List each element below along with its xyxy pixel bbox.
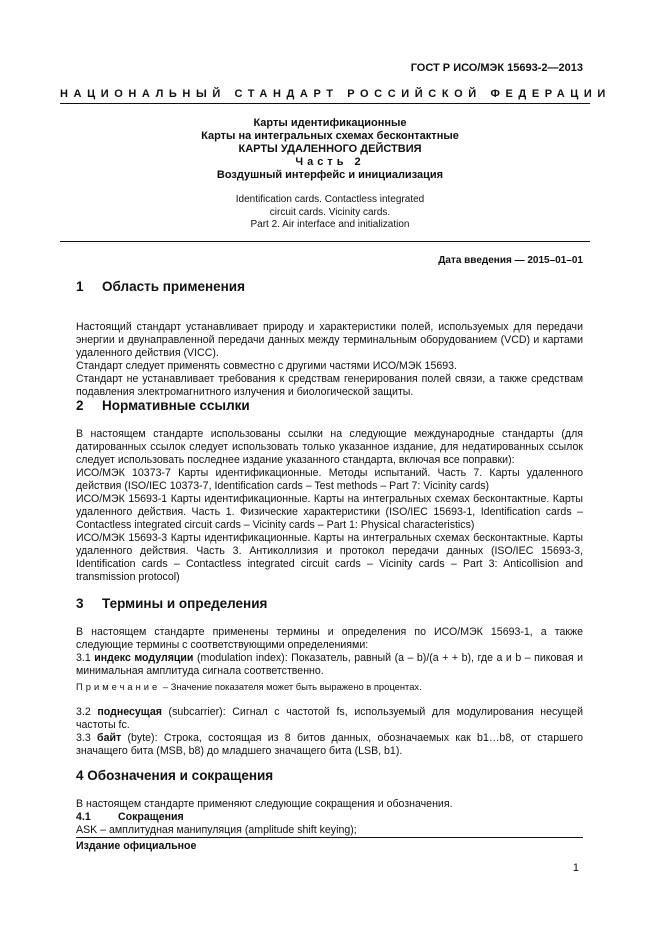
national-standard-title: НАЦИОНАЛЬНЫЙ СТАНДАРТ РОССИЙСКОЙ ФЕДЕРАЦИИ: [60, 88, 611, 100]
section-2-ref-15693-3: ИСО/МЭК 15693-3 Карты идентификационные. Карты на интегральных схемах бесконтактные. Карты удаленного действия. Часть 3. Антиколлизия и протокол передачи данных (ISO/IEC 15693-3, Identification cards – Contactless integrated circuit cards – Vicinity cards – Part 3: Anticollision and transmission protocol): [76, 532, 583, 583]
english-title-line-1: Identification cards. Contactless integrated: [235, 194, 425, 205]
section-2-ref-10373-7: ИСО/МЭК 10373-7 Карты идентификационные. Методы испытаний. Часть 7. Карты удаленного действия (ISO/IEC 10373-7, Identification cards – Test methods – Part 7: Vicinity cards): [76, 467, 583, 492]
section-3-paragraph-1: В настоящем стандарте применены термины и определения по ИСО/МЭК 15693-1, а также следующие термины с соответствующими определениями:: [76, 626, 583, 651]
term-3-3-number: 3.3: [76, 732, 91, 744]
section-4-paragraph-1: В настоящем стандарте применяют следующие сокращения и обозначения.: [76, 798, 453, 810]
title-line-1: Карты идентификационные: [253, 117, 407, 129]
section-4-body: [76, 798, 583, 837]
section-2-ref-15693-1: ИСО/МЭК 15693-1 Карты идентификационные. Карты на интегральных схемах бесконтактные. Карты удаленного действия. Часть 1. Физические характеристики (ISO/IEC 15693-1, Identification cards – Contactless integrated circuit cards – Vicinity cards – Part 1: Physical characteristics): [76, 493, 583, 531]
term-3-3: [76, 732, 583, 758]
section-2-number: 2: [76, 398, 84, 413]
term-3-1-number: 3.1: [76, 652, 91, 664]
title-part: Часть 2: [295, 156, 365, 168]
section-2-paragraph-1: В настоящем стандарте использованы ссылки на следующие международные стандарты (для датированных ссылок следует использовать только указанное издание, для недатированных ссылок следует использовать последнее издание указанного стандарта, включая все поправки):: [76, 428, 583, 466]
note-text: – Значение показателя может быть выражено в процентах.: [162, 681, 422, 692]
abbreviation-ask: ASK – амплитудная манипуляция (amplitude shift keying);: [76, 824, 357, 836]
document-code: ГОСТ Р ИСО/МЭК 15693-2—2013: [410, 62, 583, 74]
section-3-number: 3: [76, 596, 84, 611]
page-number: 1: [572, 862, 579, 874]
term-3-2-definition: (subcarrier): Сигнал с частотой fs, используемый для модулирования несущей частоты fc.: [76, 706, 583, 731]
subsection-4-1-heading: [76, 811, 583, 824]
section-1-paragraph-3: Стандарт не устанавливает требования к средствам генерирования полей связи, а также средствам подавления электромагнитного излучения и биологической защиты.: [76, 373, 583, 398]
section-2-heading: [76, 398, 250, 413]
term-3-1-term: индекс модуляции: [94, 652, 194, 664]
title-line-3: КАРТЫ УДАЛЕННОГО ДЕЙСТВИЯ: [238, 143, 422, 155]
section-2-title: Нормативные ссылки: [102, 398, 250, 413]
term-3-3-term: байт: [97, 732, 122, 744]
section-1-heading: [76, 279, 245, 294]
title-rule-top: [60, 103, 590, 104]
title-rule-bottom: [60, 241, 590, 242]
official-edition-label: Издание официальное: [76, 840, 197, 852]
english-title: [60, 194, 600, 232]
footer-rule: [76, 837, 583, 838]
title-line-2: Карты на интегральных схемах бесконтактные: [201, 130, 459, 142]
section-3-title: Термины и определения: [102, 596, 268, 611]
title-line-5: Воздушный интерфейс и инициализация: [216, 169, 444, 181]
section-1-body: [76, 308, 583, 399]
term-3-1: [76, 652, 583, 678]
section-3-heading: [76, 596, 267, 611]
term-3-1-definition: (modulation index): Показатель, равный (a – b)/(a + + b), где a и b – пиковая и минимальная амплитуда сигнала соответственно.: [76, 652, 584, 677]
section-1-paragraph-1: Настоящий стандарт устанавливает природу и характеристики полей, используемых для передачи энергии и двунаправленной передачи данных между терминальным оборудованием (VCD) и картами удаленного действия (VICC).: [76, 321, 583, 359]
subsection-4-1-number: 4.1: [76, 811, 91, 823]
term-3-2-term: поднесущая: [97, 706, 162, 718]
note-label: Примечание: [76, 681, 161, 692]
term-3-2: [76, 706, 583, 732]
section-3-body: [76, 626, 583, 758]
effective-date: Дата введения — 2015–01–01: [438, 255, 583, 266]
term-3-2-number: 3.2: [76, 706, 91, 718]
term-3-3-definition: (byte): Строка, состоящая из 8 битов данных, обозначаемых как b1…b8, от старшего значащего бита (MSB, b8) до младшего значащего бита (LSB, b1).: [76, 732, 584, 757]
section-1-number: 1: [76, 279, 84, 294]
document-title: [60, 117, 600, 182]
section-4-heading: 4 Обозначения и сокращения: [76, 768, 274, 783]
english-title-line-2: circuit cards. Vicinity cards.: [269, 206, 391, 218]
section-1-title: Область применения: [102, 279, 245, 294]
english-title-line-3: Part 2. Air interface and initialization: [250, 219, 410, 230]
subsection-4-1-title: Сокращения: [118, 811, 184, 823]
section-2-body: [76, 428, 583, 584]
section-1-paragraph-2: Стандарт следует применять совместно с другими частями ИСО/МЭК 15693.: [76, 360, 457, 372]
note: [76, 680, 583, 693]
